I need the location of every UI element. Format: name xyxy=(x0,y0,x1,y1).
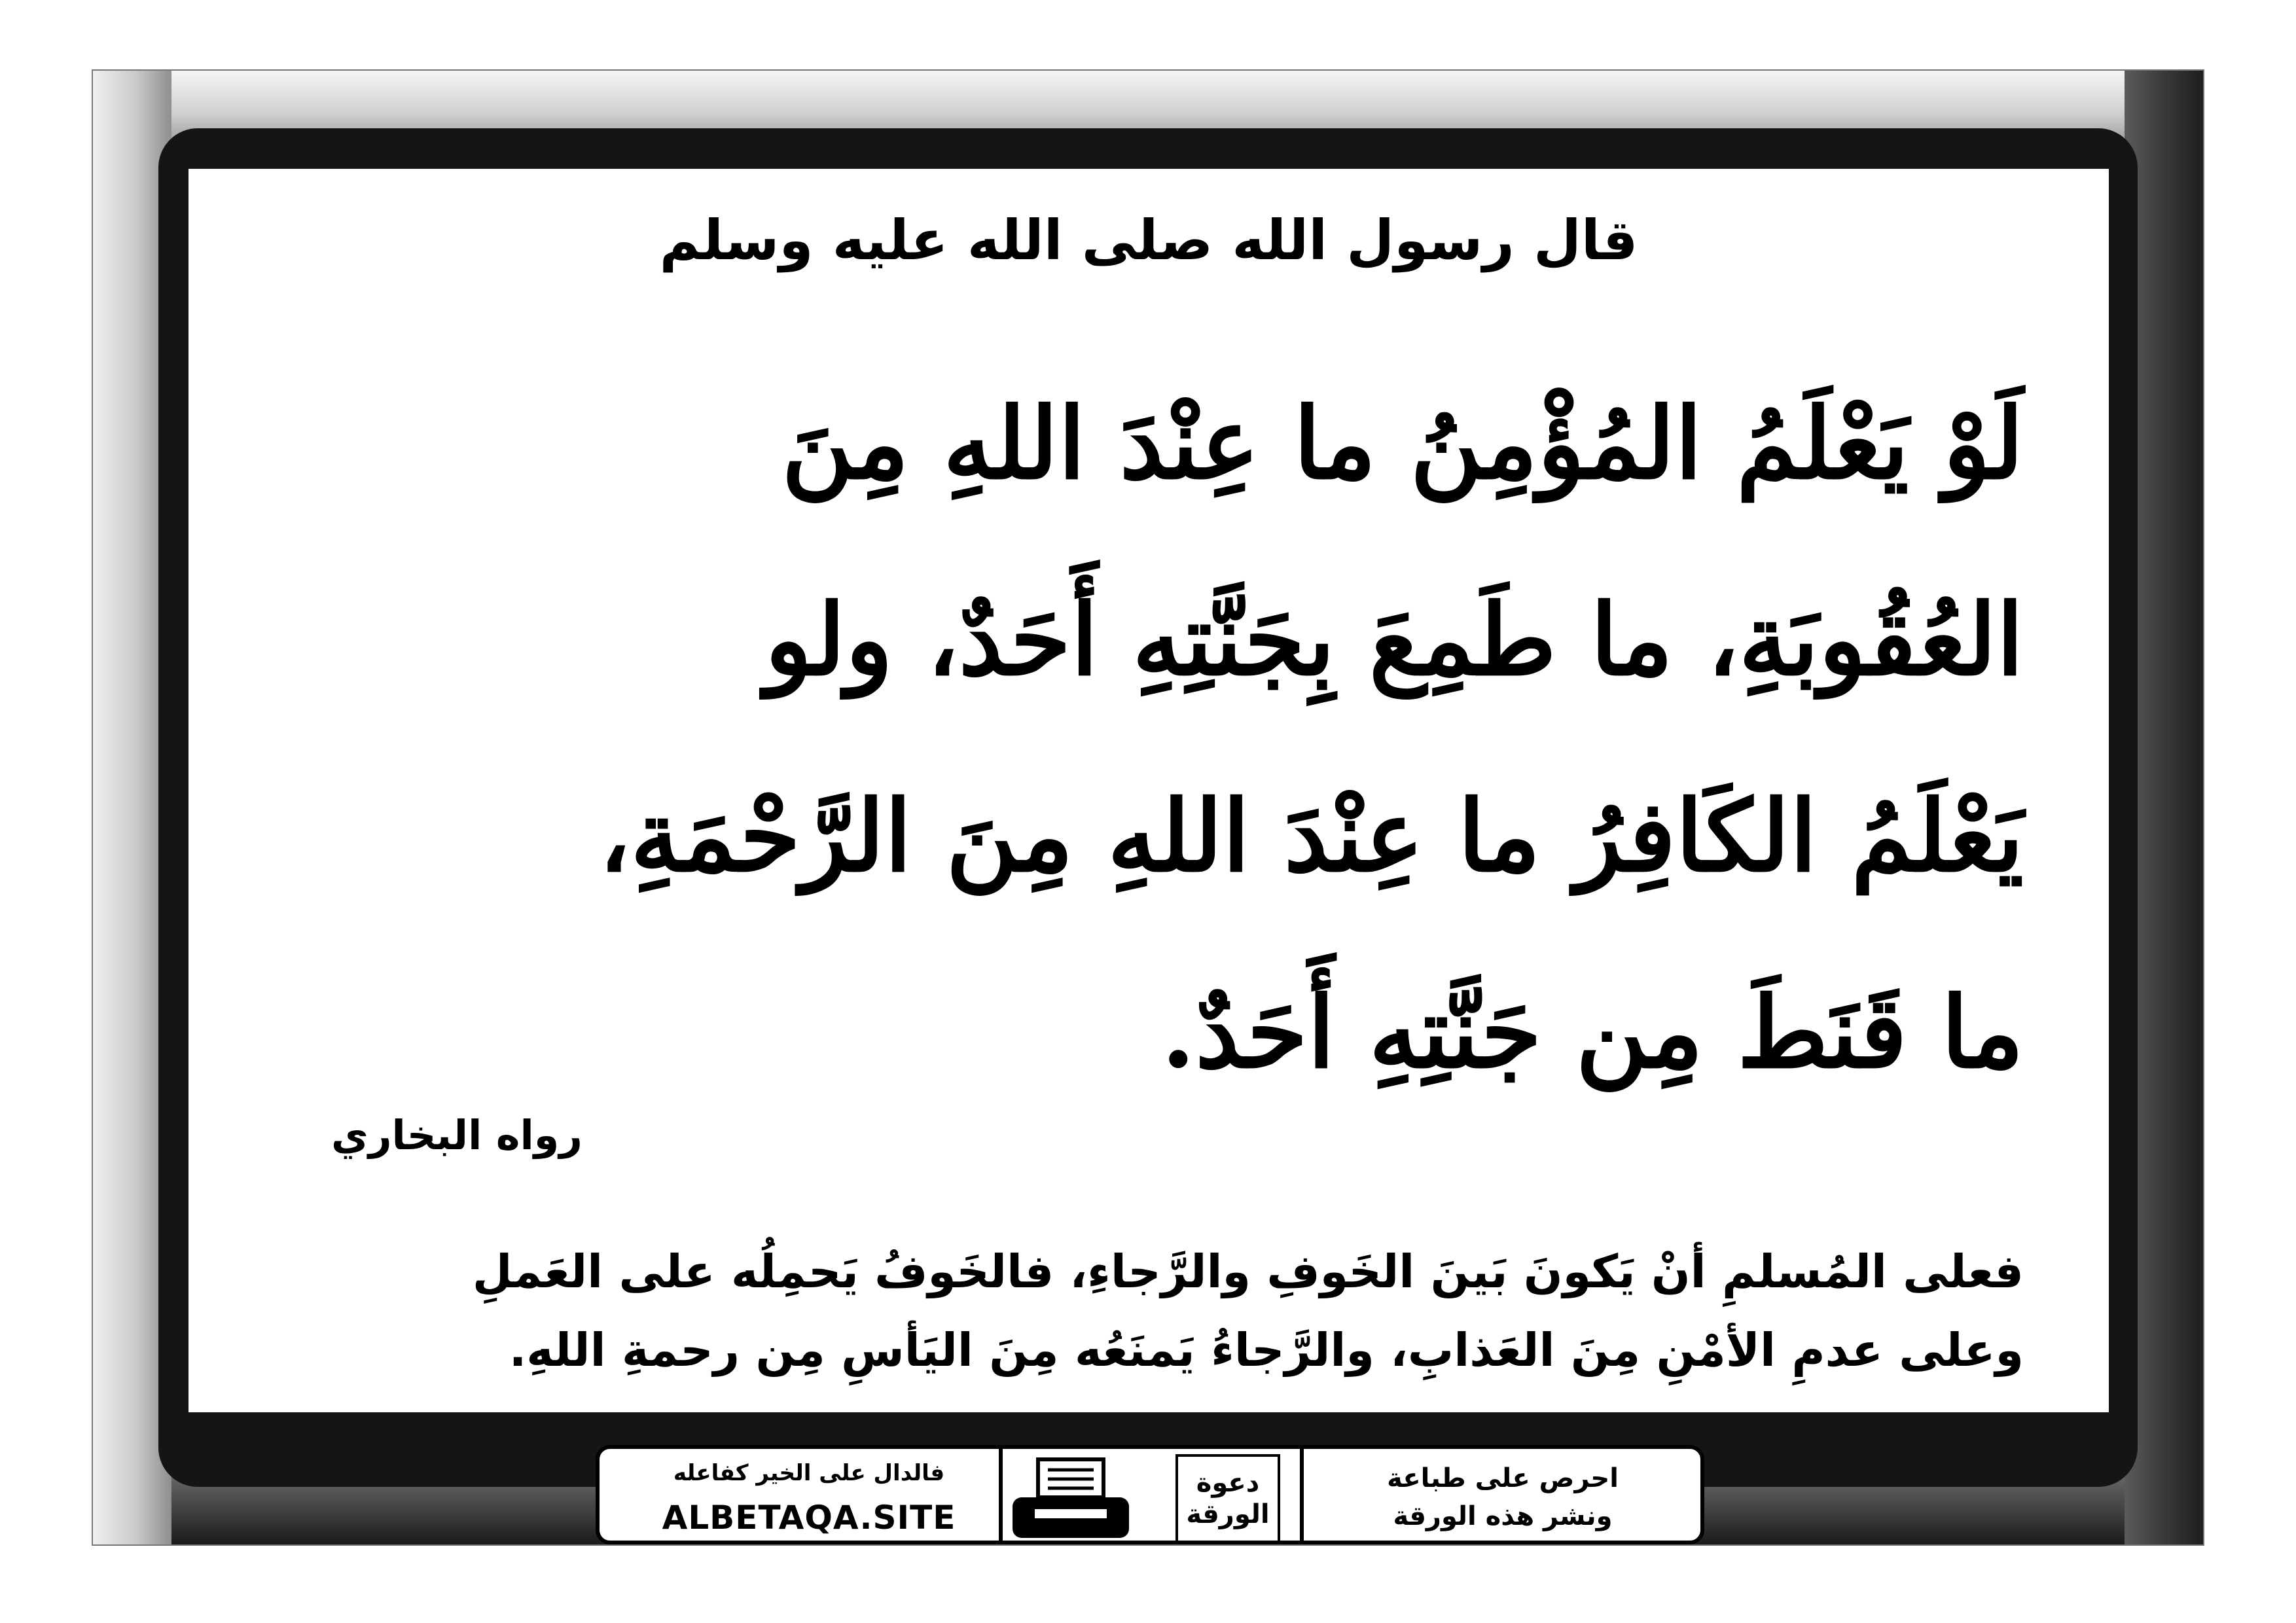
hadith-line: لَوْ يَعْلَمُ المُؤْمِنُ ما عِنْدَ اللهِ مِنَ xyxy=(781,386,2024,501)
footer-divider-right xyxy=(1300,1449,1304,1541)
commentary-line: وعلى عدمِ الأمْنِ مِنَ العَذابِ، والرَّجاءُ يَمنَعُه مِنَ اليَأسِ مِن رحمةِ اللهِ. xyxy=(509,1323,2024,1377)
content-panel xyxy=(188,169,2109,1412)
hadith-line: يَعْلَمُ الكَافِرُ ما عِنْدَ اللهِ مِنَ الرَّحْمَةِ، xyxy=(598,779,2024,894)
footer-print-line: ونشر هذه الورقة xyxy=(1393,1501,1613,1531)
footer-site-block xyxy=(619,1457,999,1537)
page-heading: قال رسول الله صلى الله عليه وسلم xyxy=(659,208,1638,272)
commentary-text xyxy=(274,1232,2024,1389)
brand-logo: دعوة الورقة xyxy=(1175,1454,1280,1543)
commentary-line: فعلى المُسلمِ أنْ يَكونَ بَينَ الخَوفِ والرَّجاءِ، فالخَوفُ يَحمِلُه على العَملِ xyxy=(472,1245,2024,1298)
hadith-source: رواه البخاري xyxy=(331,1111,583,1159)
footer-divider-left xyxy=(999,1449,1003,1541)
footer-banner xyxy=(596,1445,1704,1544)
footer-print-line: احرص على طباعة xyxy=(1387,1463,1619,1493)
footer-url[interactable]: ALBETAQA.SITE xyxy=(662,1499,956,1537)
footer-motto: فالدال على الخير كفاعله xyxy=(673,1460,945,1486)
printer-icon xyxy=(1009,1457,1133,1542)
hadith-line: ما قَنَطَ مِن جَنَّتِهِ أَحَدٌ. xyxy=(1161,975,2024,1090)
hadith-line: العُقُوبَةِ، ما طَمِعَ بِجَنَّتِهِ أَحَدٌ، ولو xyxy=(764,582,2024,698)
hadith-text xyxy=(274,346,2024,1131)
footer-print-note xyxy=(1313,1459,1693,1535)
